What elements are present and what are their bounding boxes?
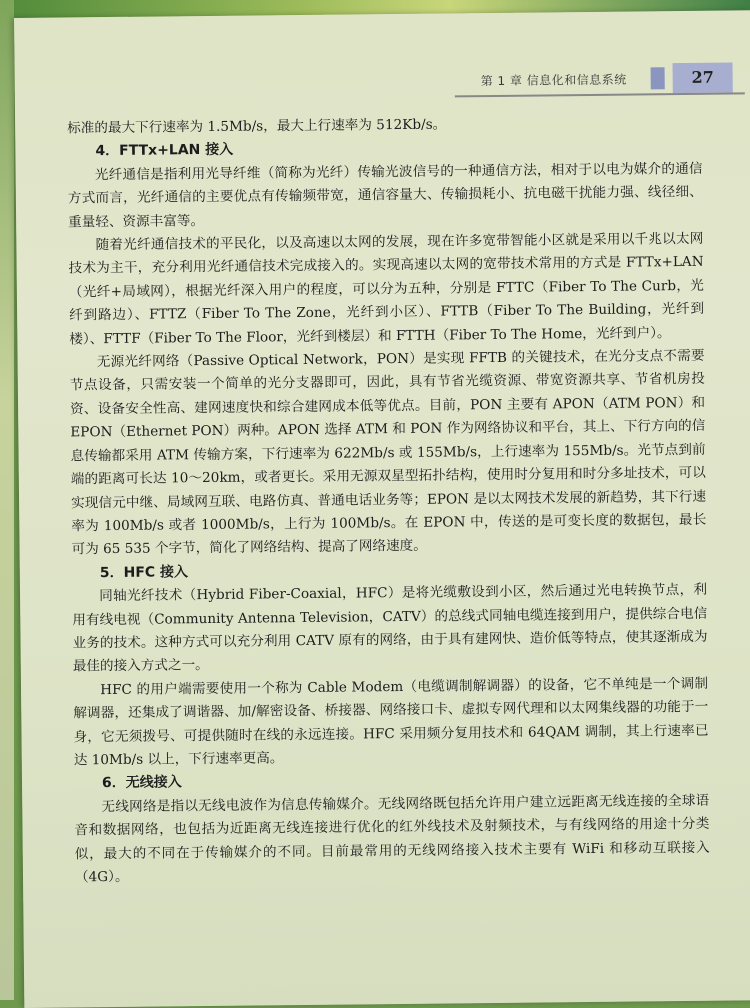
paragraph: 无线网络是指以无线电波作为信息传输媒介。无线网络既包括允许用户建立远距离无线连接的全球语音和数据网络，也包括为近距离无线连接进行优化的红外线技术及射频技术，与有线网络的用途十分类似，最大的不同在于传输媒介的不同。目前最常用的无线网络接入技术主要有 WiFi 和移动互联接入（4G）。 <box>74 792 710 886</box>
running-header <box>455 62 745 95</box>
book-page <box>14 10 750 1008</box>
paragraph: 标准的最大下行速率为 1.5Mb/s，最大上行速率为 512Kb/s。 <box>67 116 447 137</box>
header-accent-bar <box>651 67 665 89</box>
paragraph: 光纤通信是指利用光导纤维（简称为光纤）传输光波信号的一种通信方法，相对于以电为媒介的通信方式而言，光纤通信的主要优点有传输频带宽，通信容量大、传输损耗小、抗电磁干扰能力强、线径细、重量轻、资源丰富等。 <box>67 160 703 231</box>
paragraph: HFC 的用户端需要使用一个称为 Cable Modem（电缆调制解调器）的设备，它不单纯是一个调制解调器，还集成了调谐器、加/解密设备、桥接器、网络接口卡、虚拟专网代理和以太网集线器的功能于一身，它无须拨号、可提供随时在线的永远连接。HFC 采用频分复用技术和 64QAM 调制，其上行速率已达 10Mb/s 以上，下行速率更高。 <box>73 675 709 769</box>
chapter-title: 第 1 章 信息化和信息系统 <box>480 72 627 89</box>
paragraph: 无源光纤网络（Passive Optical Network，PON）是实现 FFTB 的关键技术，在光分支点不需要节点设备，只需安装一个简单的光分支器即可，因此，具有节省光缆资源、带宽资源共享、节省机房投资、设备安全性高、建网速度快和综合建网成本低等优点。目前，PON 主要有 APON（ATM PON）和 EPON（Ethernet PON）两种。APON 选择 ATM 和 PON 作为网络协议和平台，其上、下行方向的信息传输都采用 ATM 传输方案，下行速率为 622Mb/s 或 155Mb/s，上行速率为 155Mb/s。光节点到前端的距离可长达 10～20km，或者更长。采用无源双星型拓扑结构，使用时分复用和时分多址技术，可以实现信元中继、局域网互联、电路仿真、普通电话业务等；EPON 是以太网技术发展的新趋势，其下行速率为 100Mb/s 或者 1000Mb/s，上行为 100Mb/s。在 EPON 中，传送的是可变长度的数据包，最长可为 65 535 个字节，简化了网络结构、提高了网络速度。 <box>69 347 707 558</box>
background-left <box>0 0 14 1000</box>
page-number: 27 <box>673 62 733 93</box>
body-text <box>67 111 710 890</box>
section-heading: 4．FTTx+LAN 接入 <box>95 142 234 160</box>
paragraph: 随着光纤通信技术的平民化，以及高速以太网的发展，现在许多宽带智能小区就是采用以千兆以太网技术为主干，充分利用光纤通信技术完成接入的。实现高速以太网的宽带技术常用的方式是 FTTx+LAN（光纤+局域网），根据光纤深入用户的程度，可以分为五种，分别是 FTTC（Fiber To The Curb，光纤到路边）、FTTZ（Fiber To The Zone，光纤到小区）、FTTB（Fiber To The Building，光纤到楼）、FTTF（Fiber To The Floor，光纤到楼层）和 FTTH（Fiber To The Home，光纤到户）。 <box>68 230 705 348</box>
header-rule <box>455 92 745 97</box>
section-heading: 6．无线接入 <box>101 774 182 792</box>
section-heading: 5．HFC 接入 <box>99 563 189 581</box>
paragraph: 同轴光纤技术（Hybrid Fiber-Coaxial，HFC）是将光缆敷设到小区，然后通过光电转换节点，利用有线电视（Community Antenna Television，CATV）的总线式同轴电缆连接到用户，提供综合电信业务的技术。这种方式可以充分利用 CATV 原有的网络，由于具有建网快、造价低等特点，使其逐渐成为最佳的接入方式之一。 <box>72 581 708 675</box>
